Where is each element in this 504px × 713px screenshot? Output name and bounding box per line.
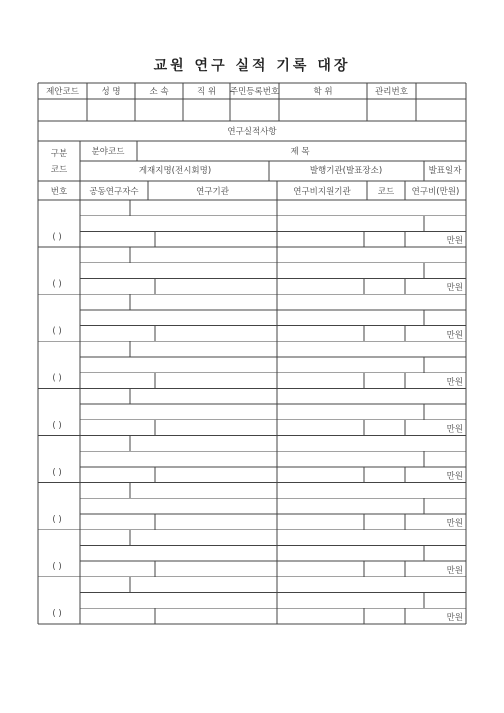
column-header-2: 연구기관 bbox=[196, 187, 229, 197]
field-code-label: 분야코드 bbox=[91, 147, 125, 157]
entry-number-6: ( ) bbox=[52, 467, 62, 478]
form-title: 교원 연구 실적 기록 대장 bbox=[153, 58, 351, 74]
entry-unit-6: 만원 bbox=[446, 471, 463, 482]
entry-number-5: ( ) bbox=[52, 420, 62, 431]
entry-unit-3: 만원 bbox=[446, 330, 463, 341]
publisher-label: 발행기관(발표장소) bbox=[309, 166, 383, 176]
entry-unit-2: 만원 bbox=[446, 283, 463, 294]
category-label: 구분 bbox=[50, 149, 68, 159]
entry-unit-4: 만원 bbox=[446, 377, 463, 388]
entry-number-1: ( ) bbox=[52, 232, 62, 243]
entry-number-8: ( ) bbox=[52, 562, 62, 573]
table-labels bbox=[46, 86, 463, 623]
header-cell-6: 관리번호 bbox=[375, 87, 408, 97]
column-header-0: 번호 bbox=[50, 187, 68, 197]
entry-number-4: ( ) bbox=[52, 373, 62, 384]
entry-unit-7: 만원 bbox=[446, 518, 463, 529]
code-label: 코드 bbox=[50, 165, 68, 175]
entry-number-3: ( ) bbox=[52, 326, 62, 337]
header-cell-0: 제안코드 bbox=[46, 87, 79, 97]
entry-unit-8: 만원 bbox=[446, 565, 463, 576]
column-header-4: 코드 bbox=[377, 187, 395, 197]
entry-unit-5: 만원 bbox=[446, 424, 463, 435]
title-column-label: 제 목 bbox=[290, 147, 310, 157]
entry-unit-1: 만원 bbox=[446, 236, 463, 247]
column-header-1: 공동연구자수 bbox=[89, 187, 139, 197]
entry-number-9: ( ) bbox=[52, 609, 62, 620]
column-header-5: 연구비(만원) bbox=[411, 187, 460, 197]
entry-number-7: ( ) bbox=[52, 515, 62, 525]
journal-label: 게재지명(전시회명) bbox=[138, 166, 212, 176]
entry-number-2: ( ) bbox=[52, 279, 62, 290]
section-title: 연구실적사항 bbox=[227, 127, 277, 137]
table-grid bbox=[38, 83, 466, 624]
entry-unit-9: 만원 bbox=[446, 612, 463, 623]
header-cell-4: 주민등록번호 bbox=[229, 87, 280, 97]
header-cell-5: 학 위 bbox=[313, 87, 333, 97]
column-header-3: 연구비지원기관 bbox=[293, 187, 351, 197]
header-cell-2: 소 속 bbox=[149, 87, 169, 97]
header-cell-1: 성 명 bbox=[101, 87, 121, 97]
date-label: 발표일자 bbox=[428, 166, 462, 176]
header-cell-3: 직 위 bbox=[196, 87, 217, 97]
